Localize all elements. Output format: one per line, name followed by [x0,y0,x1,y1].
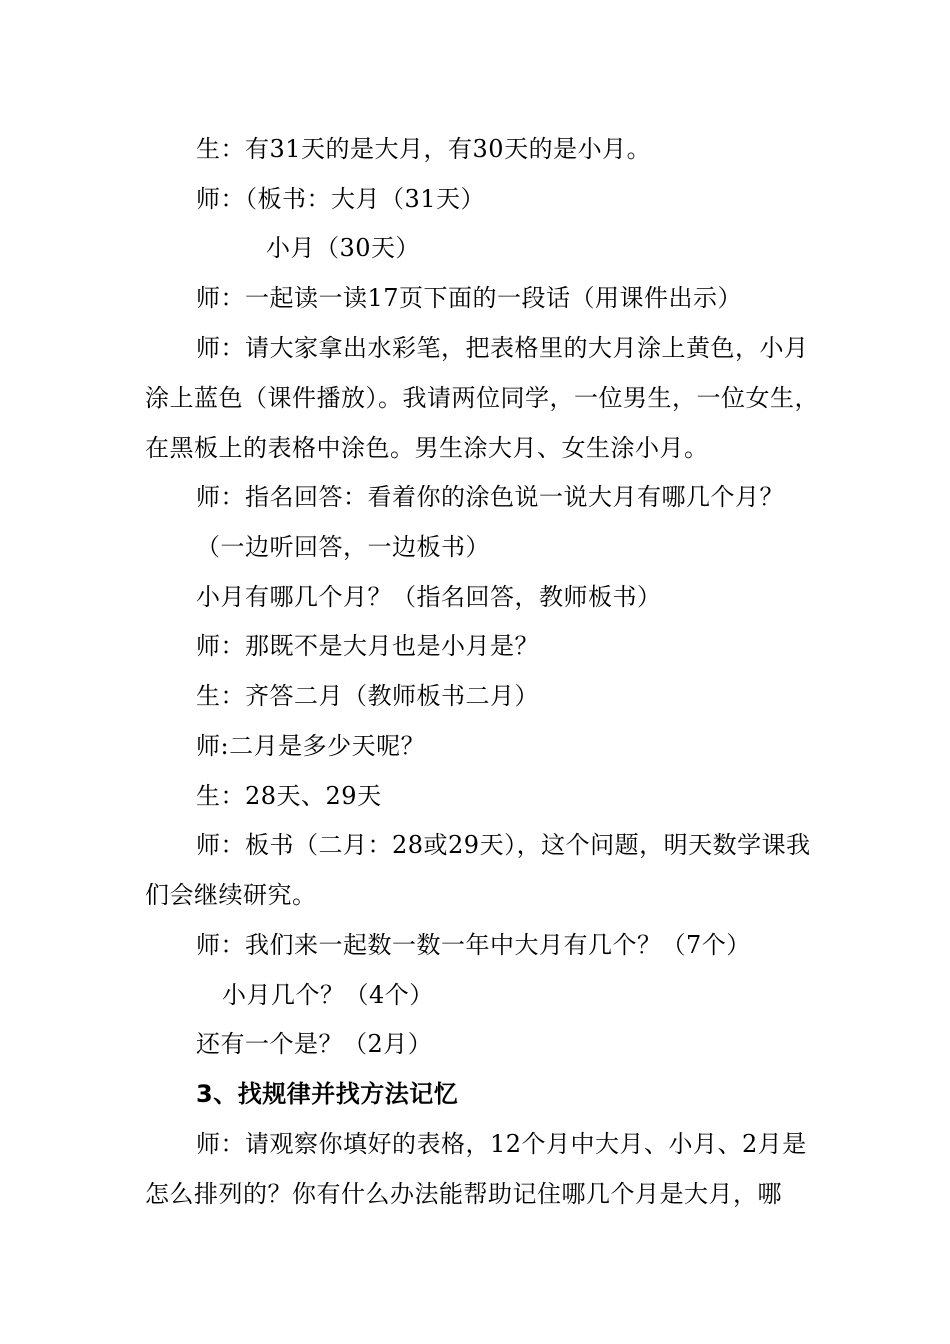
text-line: 小月几个？（4个） [222,981,434,1009]
text-line: 师：请大家拿出水彩笔，把表格里的大月涂上黄色，小月 [196,334,809,362]
text-line: 师：我们来一起数一数一年中大月有几个？（7个） [196,931,751,959]
text-line: 师：板书（二月：28或29天），这个问题，明天数学课我 [196,831,811,859]
text-line: 还有一个是？（2月） [196,1030,433,1058]
text-line: 涂上蓝色（课件播放）。我请两位同学，一位男生，一位女生， [145,384,819,412]
section-heading: 3、找规律并找方法记忆 [196,1080,459,1108]
text-line: 师：一起读一读17页下面的一段话（用课件出示） [196,284,743,312]
text-line: 们会继续研究。 [145,881,317,909]
text-line: 小月有哪几个月？（指名回答，教师板书） [196,583,662,611]
text-line: 师：请观察你填好的表格，12个月中大月、小月、2月是 [196,1130,807,1158]
text-line: 小月（30天） [266,234,421,262]
text-line: 师：指名回答：看着你的涂色说一说大月有哪几个月？ [196,483,784,511]
text-line: 师:二月是多少天呢？ [196,732,426,760]
text-line: 生：有31天的是大月，有30天的是小月。 [196,135,652,163]
text-line: 师：那既不是大月也是小月是？ [196,632,539,660]
text-line: 在黑板上的表格中涂色。男生涂大月、女生涂小月。 [145,434,709,462]
text-line: 生：28天、29天 [196,782,382,810]
text-line: （一边听回答，一边板书） [196,533,490,561]
text-line: 怎么排列的？你有什么办法能帮助记住哪几个月是大月，哪 [145,1180,782,1208]
text-line: 师：（板书：大月（31天） [196,185,486,213]
text-line: 生：齐答二月（教师板书二月） [196,682,539,710]
